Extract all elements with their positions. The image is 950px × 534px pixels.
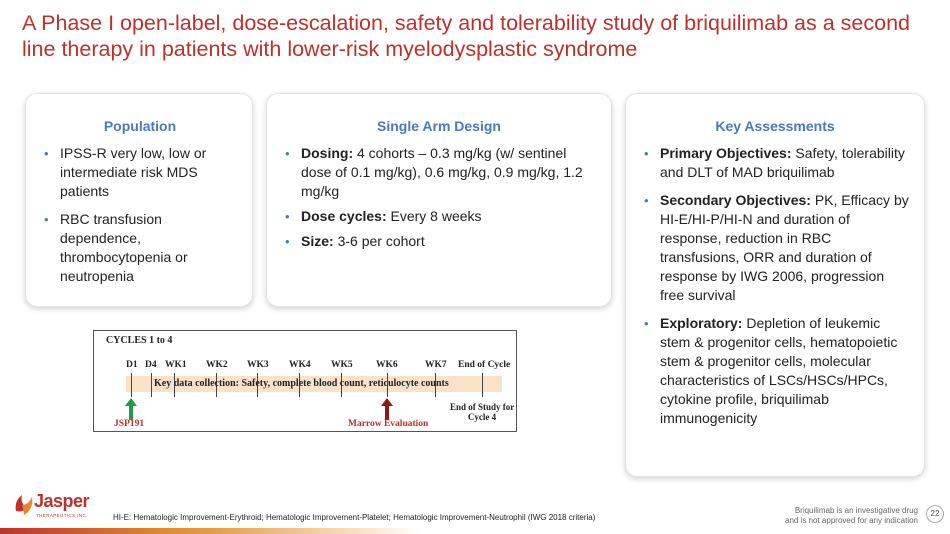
dose-arrow-icon <box>125 398 137 420</box>
logo-wordmark: Jasper <box>34 491 90 511</box>
marrow-arrow-icon <box>381 398 393 420</box>
population-item-text: IPSS-R very low, low or intermediate risk MDS patients <box>60 145 207 199</box>
end-of-study-label <box>450 402 514 422</box>
secondary-objectives-text: PK, Efficacy by HI-E/HI-P/HI-N and duration of response, reduction in RBC transfusions, ORR and duration of response by IWG 2006, progression free survival <box>660 192 909 303</box>
data-collection-label: Key data collection: Safety, complete blood count, reticulocyte counts <box>154 378 449 389</box>
jasper-logo-icon <box>12 491 36 519</box>
footnote: HI-E: Hematologic Improvement-Erythroid; Hematologic Improvement-Platelet; Hematologic Improvement-Neutrophil (IWG 2018 criteria) <box>113 513 596 522</box>
list-item: • Dosing: 4 cohorts – 0.3 mg/kg (w/ sentinel dose of 0.1 mg/kg), 0.6 mg/kg, 0.9 mg/kg, 1.2 mg/kg <box>285 145 583 199</box>
timepoint-label: D4 <box>145 360 157 370</box>
design-list <box>281 144 597 251</box>
slide-title: A Phase I open-label, dose-escalation, safety and tolerability study of briquilimab as a second line therapy in patients with lower-risk myelodysplastic syndrome <box>22 11 910 61</box>
dose-cycles-text: Every 8 weeks <box>386 208 482 224</box>
dose-cycles-label: Dose cycles: <box>301 208 387 224</box>
disclaimer <box>748 506 918 526</box>
population-heading: Population <box>103 118 177 134</box>
list-item: • Exploratory: Depletion of leukemic stem & progenitor cells, hematopoietic stem & progenitor cells, molecular characteristics of LSCs/HSCs/HPCs, cytokine profile, briquilimab immunogenicity <box>644 315 898 426</box>
assessments-card <box>625 93 925 477</box>
page-number: 22 <box>926 505 944 523</box>
timepoint-label: D1 <box>126 360 138 370</box>
list-item: • Dose cycles: Every 8 weeks <box>285 208 482 224</box>
population-item-text: RBC transfusion dependence, thrombocytopenia or neutropenia <box>60 211 188 284</box>
exploratory-label: Exploratory: <box>660 315 743 331</box>
bottom-accent-bar <box>0 528 950 534</box>
size-label: Size: <box>301 233 334 249</box>
timepoint-label: WK6 <box>376 360 398 370</box>
timepoint-label: WK5 <box>331 360 353 370</box>
list-item: • RBC transfusion dependence, thrombocytopenia or neutropenia <box>44 211 188 284</box>
population-card <box>25 93 253 307</box>
timeline-tick <box>131 373 132 397</box>
timepoint-label: WK2 <box>206 360 228 370</box>
timepoint-label: WK3 <box>247 360 269 370</box>
assessments-list <box>640 144 910 428</box>
size-text: 3-6 per cohort <box>333 233 425 249</box>
logo-subtitle: THERAPEUTICS INC. <box>36 513 88 518</box>
end-of-study-line: End of Study for <box>450 402 515 412</box>
timeline-tick <box>482 373 483 397</box>
schedule-heading: CYCLES 1 to 4 <box>106 335 173 346</box>
dosing-label: Dosing: <box>301 145 354 161</box>
jasper-logo <box>12 491 102 523</box>
assessments-heading: Key Assessments <box>715 118 835 134</box>
population-list <box>40 144 240 286</box>
primary-objectives-label: Primary Objectives: <box>660 145 792 161</box>
timeline-tick <box>151 373 152 397</box>
cycle-schedule-diagram <box>93 330 517 432</box>
secondary-objectives-label: Secondary Objectives: <box>660 192 811 208</box>
dosing-text: 4 cohorts – 0.3 mg/kg (w/ sentinel dose of 0.1 mg/kg), 0.6 mg/kg, 0.9 mg/kg, 1.2 mg/kg <box>301 145 583 199</box>
timepoint-label: WK7 <box>425 360 447 370</box>
exploratory-text: Depletion of leukemic stem & progenitor cells, hematopoietic stem & progenitor cells, molecular characteristics of LSCs/HSCs/HPCs, cytokine profile, briquilimab immunogenicity <box>660 315 898 426</box>
end-of-study-line: Cycle 4 <box>467 412 497 422</box>
list-item: • Secondary Objectives: PK, Efficacy by HI-E/HI-P/HI-N and duration of response, reduction in RBC transfusions, ORR and duration of response by IWG 2006, progression free survival <box>644 192 909 303</box>
disclaimer-line: Briquilimab is an investigative drug <box>794 506 918 515</box>
primary-objectives-text: Safety, tolerability and DLT of MAD briquilimab <box>660 145 905 180</box>
dose-label: JSP191 <box>114 419 145 429</box>
marrow-evaluation-label: Marrow Evaluation <box>348 419 429 429</box>
timepoint-label: WK4 <box>289 360 311 370</box>
list-item: • Primary Objectives: Safety, tolerability and DLT of MAD briquilimab <box>644 145 905 180</box>
design-heading: Single Arm Design <box>377 118 501 134</box>
list-item: • Size: 3-6 per cohort <box>285 233 425 249</box>
list-item: • IPSS-R very low, low or intermediate risk MDS patients <box>44 145 207 199</box>
disclaimer-line: and is not approved for any indication <box>785 516 918 525</box>
timepoint-label: WK1 <box>165 360 187 370</box>
timepoint-label: End of Cycle <box>458 360 511 370</box>
design-card <box>266 93 612 307</box>
